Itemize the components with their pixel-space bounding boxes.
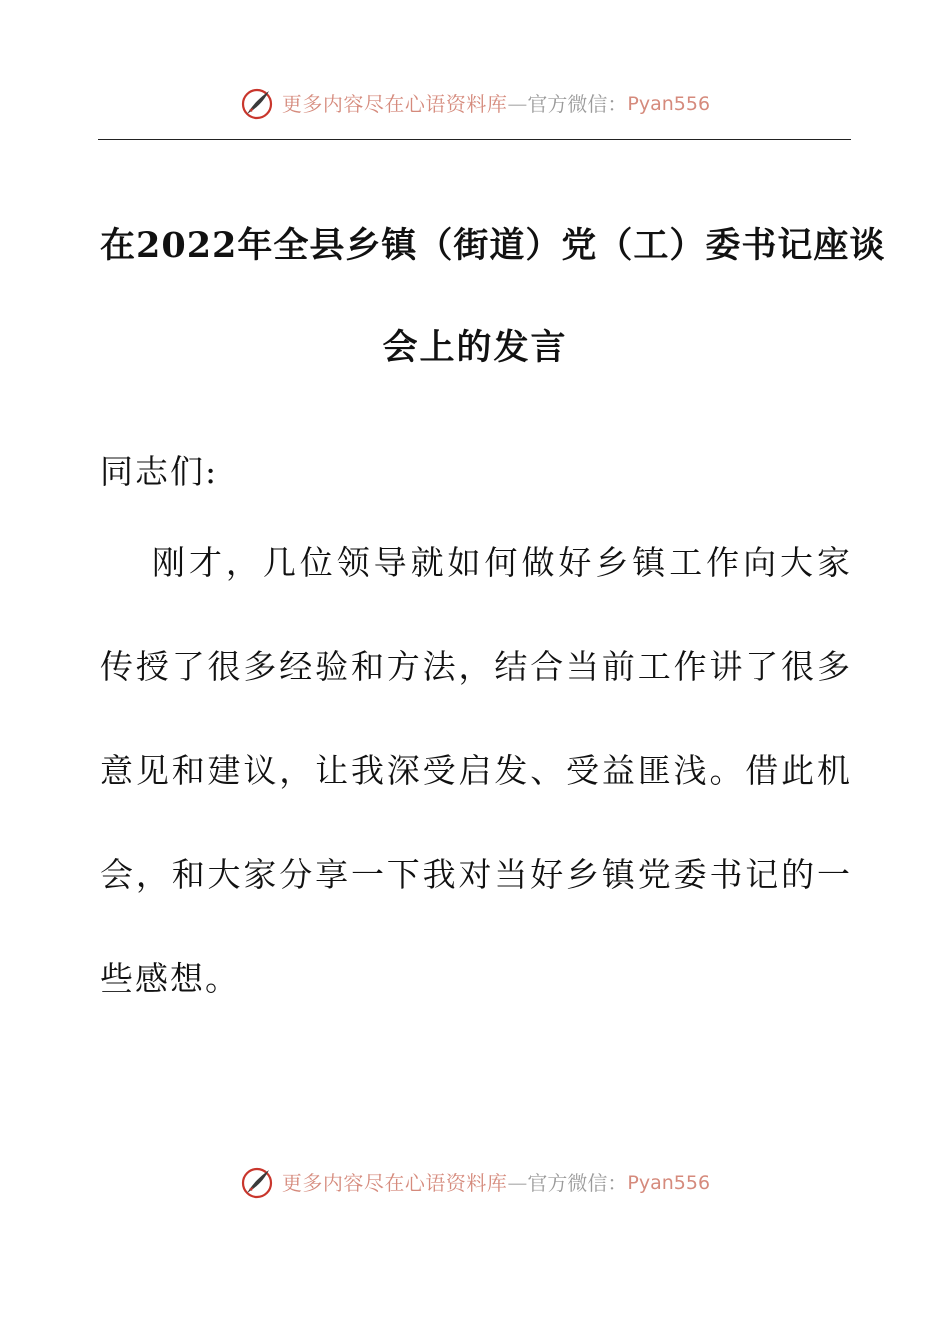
watermark-text [282, 1173, 710, 1193]
header-watermark [0, 84, 950, 124]
watermark-wechat-id: Pyan556 [627, 92, 711, 115]
watermark-main-text: 更多内容尽在心语资料库 [281, 1171, 508, 1195]
paragraph-line: 刚才，几位领导就如何做好乡镇工作向大家 [152, 543, 850, 582]
paragraph-line: 些感想。 [100, 959, 240, 998]
salutation: 同志们: [100, 452, 219, 491]
watermark-text [282, 94, 710, 114]
document-title-line-2: 会上的发言 [382, 327, 568, 368]
watermark-dash: — [507, 1171, 528, 1195]
watermark-dash: — [507, 92, 528, 116]
footer-watermark [0, 1163, 950, 1203]
watermark-official-label: 官方微信： [527, 92, 628, 116]
header-divider [98, 139, 851, 140]
watermark-main-text: 更多内容尽在心语资料库 [281, 92, 508, 116]
watermark-official-label: 官方微信： [527, 1171, 628, 1195]
watermark-wechat-id: Pyan556 [627, 1171, 711, 1194]
quill-logo-icon [240, 1166, 274, 1200]
quill-logo-icon [240, 87, 274, 121]
paragraph-line: 传授了很多经验和方法，结合当前工作讲了很多 [100, 647, 850, 686]
paragraph-line: 意见和建议，让我深受启发、受益匪浅。借此机 [100, 751, 850, 790]
paragraph-line: 会，和大家分享一下我对当好乡镇党委书记的一 [100, 855, 850, 894]
document-title-line-1: 在2022年全县乡镇（街道）党（工）委书记座谈 [100, 225, 886, 266]
